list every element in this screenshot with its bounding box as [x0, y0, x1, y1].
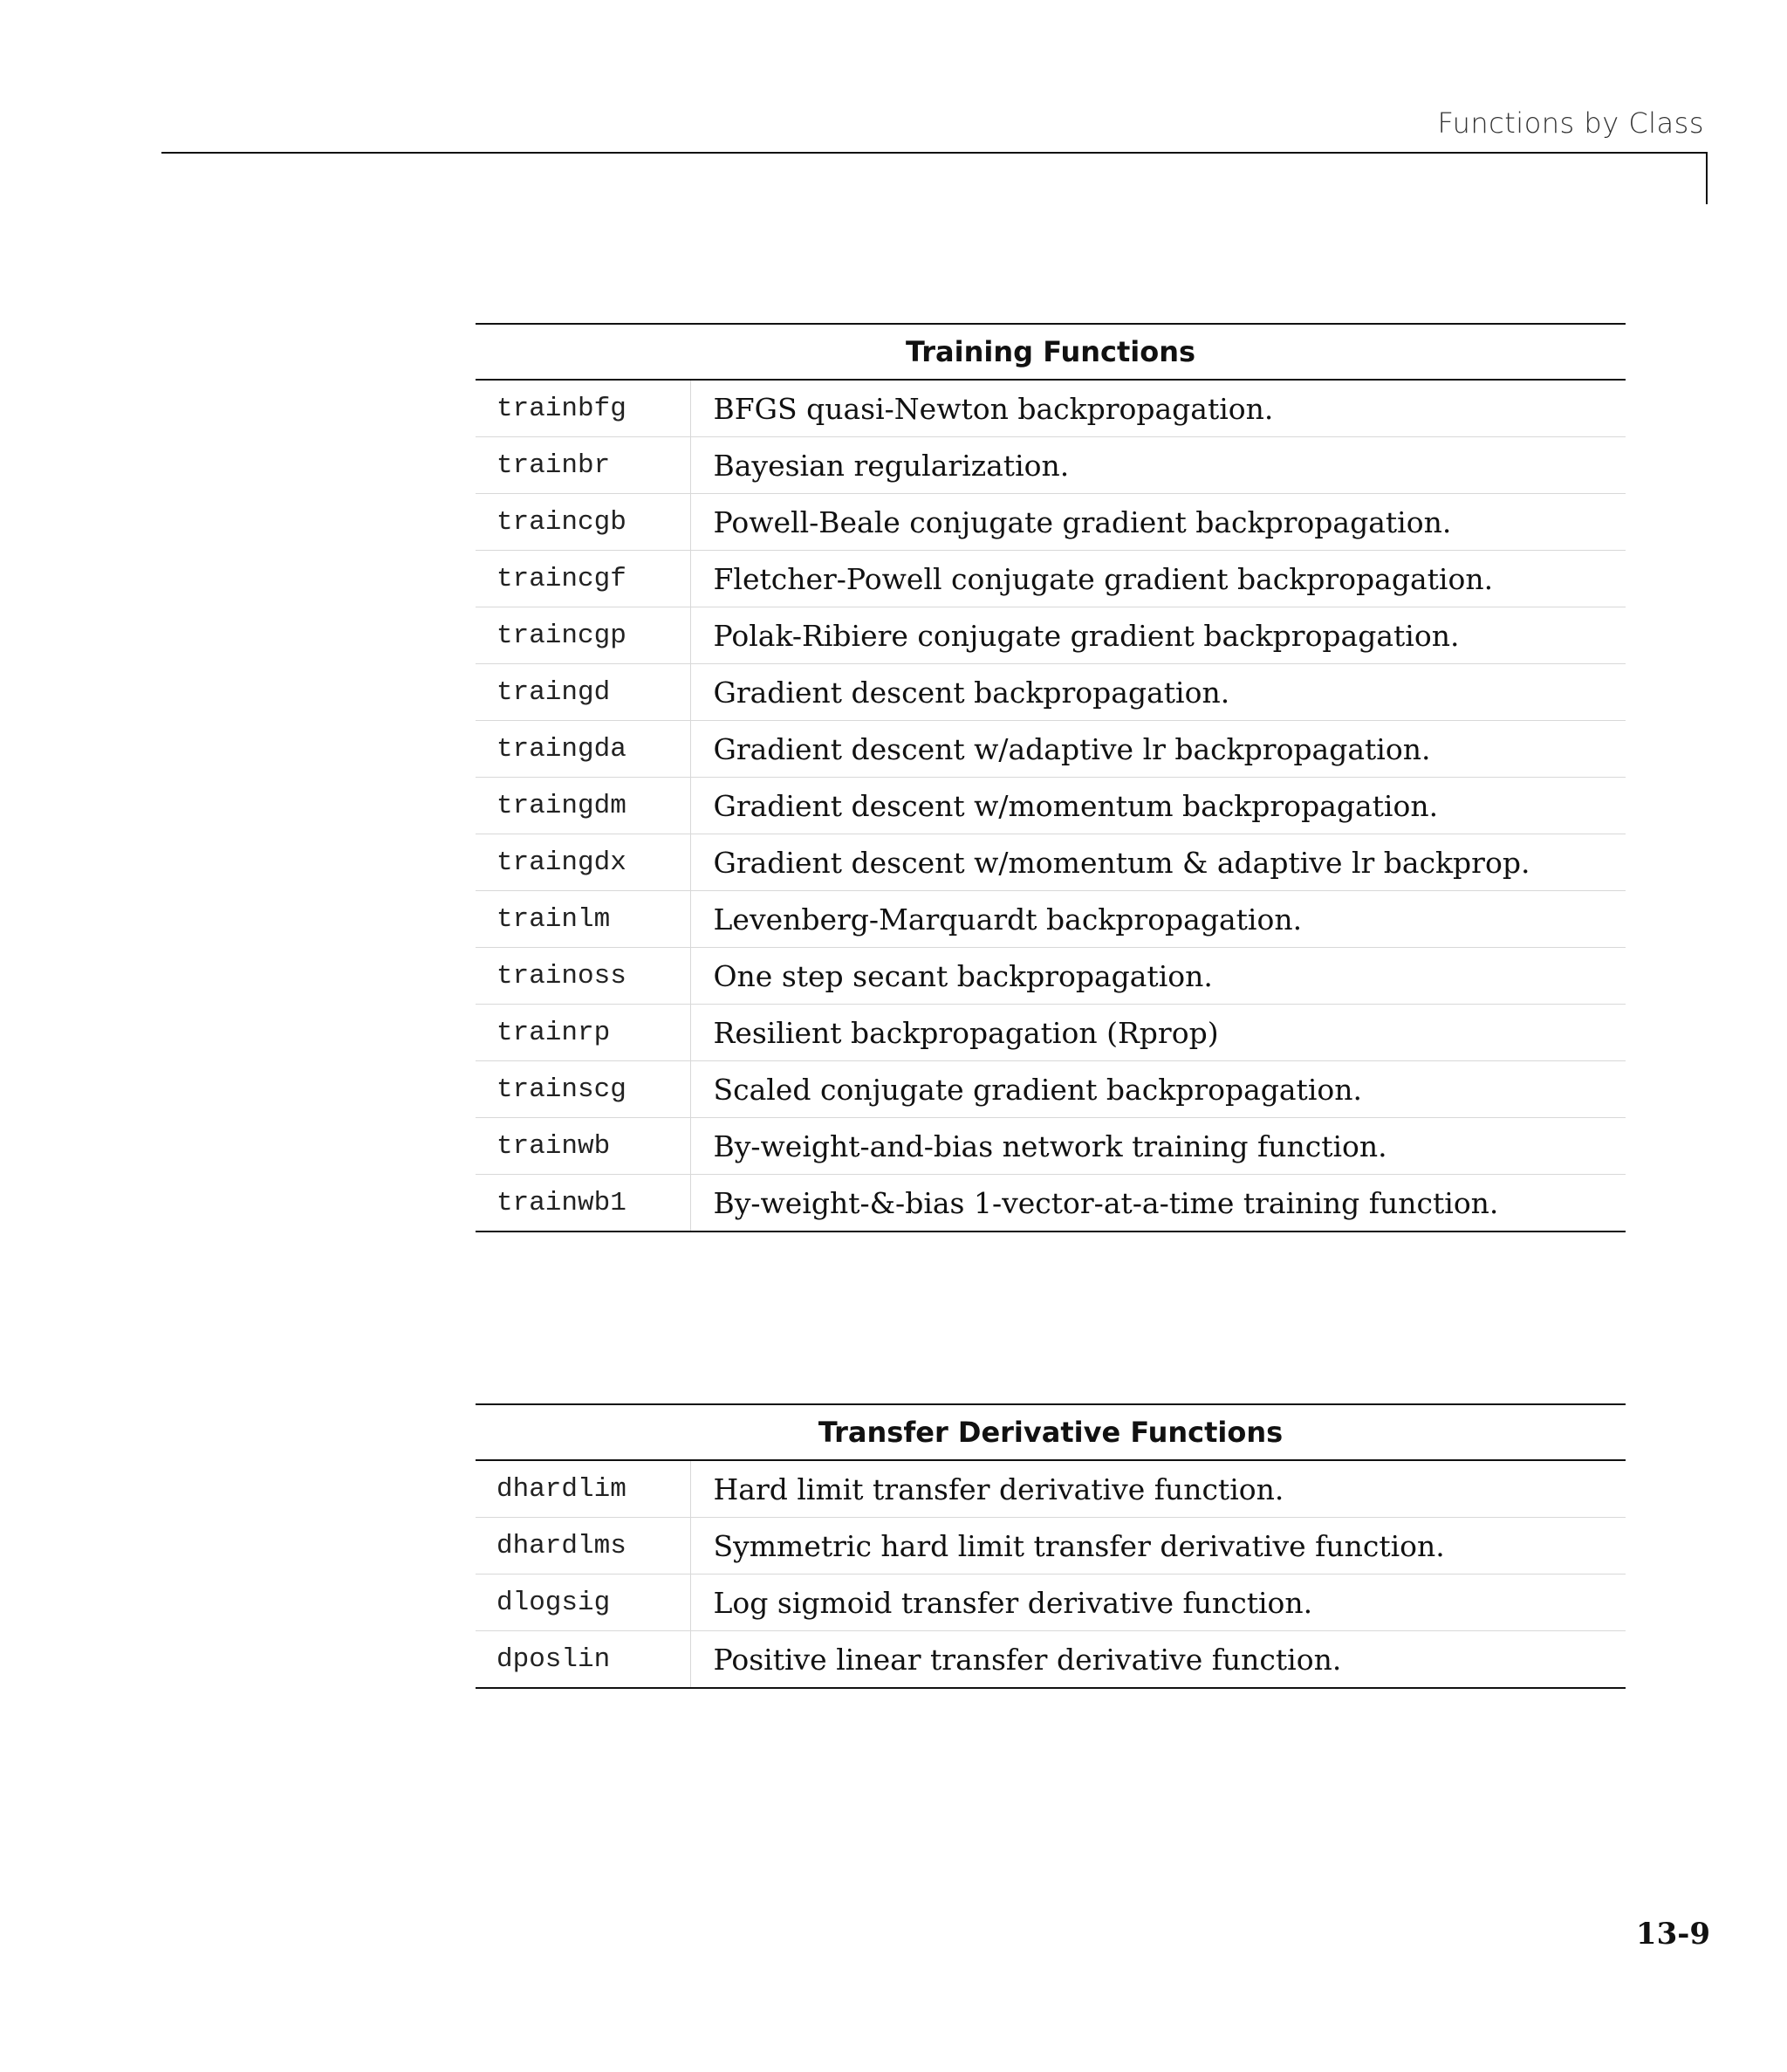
- table-row: [476, 1005, 1626, 1061]
- function-description: Powell-Beale conjugate gradient backpropagation.: [690, 494, 1626, 551]
- function-name: traingd: [476, 664, 690, 721]
- function-name: trainbfg: [476, 380, 690, 437]
- table-row: [476, 948, 1626, 1005]
- table-row: [476, 437, 1626, 494]
- function-description: BFGS quasi-Newton backpropagation.: [690, 380, 1626, 437]
- function-name: trainrp: [476, 1005, 690, 1061]
- function-name: dhardlms: [476, 1518, 690, 1575]
- table-row: [476, 1175, 1626, 1232]
- function-name: dlogsig: [476, 1575, 690, 1631]
- header-corner-tick: [1706, 152, 1708, 204]
- table-row: [476, 494, 1626, 551]
- function-description: By-weight-and-bias network training function.: [690, 1118, 1626, 1175]
- function-name: traincgb: [476, 494, 690, 551]
- function-name: traingda: [476, 721, 690, 778]
- function-name: traincgp: [476, 607, 690, 664]
- function-name: traingdx: [476, 834, 690, 891]
- function-name: traingdm: [476, 778, 690, 834]
- table-row: [476, 1575, 1626, 1631]
- table-row: [476, 721, 1626, 778]
- table-row: [476, 1631, 1626, 1689]
- function-description: Log sigmoid transfer derivative function.: [690, 1575, 1626, 1631]
- function-description: Scaled conjugate gradient backpropagation.: [690, 1061, 1626, 1118]
- table-row: [476, 1061, 1626, 1118]
- table-row: [476, 1118, 1626, 1175]
- function-name: trainlm: [476, 891, 690, 948]
- transfer-derivative-functions-table: [476, 1403, 1626, 1689]
- function-name: traincgf: [476, 551, 690, 607]
- page-number: 13-9: [1635, 1917, 1710, 1952]
- function-description: Bayesian regularization.: [690, 437, 1626, 494]
- function-name: trainwb: [476, 1118, 690, 1175]
- section-header-title: Functions by Class: [1437, 106, 1704, 140]
- training-functions-table: [476, 323, 1626, 1232]
- function-name: trainscg: [476, 1061, 690, 1118]
- table-row: [476, 891, 1626, 948]
- function-description: Polak-Ribiere conjugate gradient backpropagation.: [690, 607, 1626, 664]
- header-rule: [161, 152, 1708, 154]
- table-title: Training Functions: [476, 324, 1626, 380]
- function-description: By-weight-&-bias 1-vector-at-a-time training function.: [690, 1175, 1626, 1232]
- function-description: Positive linear transfer derivative function.: [690, 1631, 1626, 1689]
- function-name: trainwb1: [476, 1175, 690, 1232]
- table-row: [476, 778, 1626, 834]
- function-description: Resilient backpropagation (Rprop): [690, 1005, 1626, 1061]
- function-description: Gradient descent w/momentum & adaptive lr backprop.: [690, 834, 1626, 891]
- function-description: Hard limit transfer derivative function.: [690, 1460, 1626, 1518]
- function-description: Symmetric hard limit transfer derivative function.: [690, 1518, 1626, 1575]
- table-row: [476, 834, 1626, 891]
- function-name: trainbr: [476, 437, 690, 494]
- table-title: Transfer Derivative Functions: [476, 1404, 1626, 1460]
- table-row: [476, 551, 1626, 607]
- function-name: trainoss: [476, 948, 690, 1005]
- table-row: [476, 380, 1626, 437]
- table-row: [476, 607, 1626, 664]
- function-description: Gradient descent w/momentum backpropagation.: [690, 778, 1626, 834]
- function-description: One step secant backpropagation.: [690, 948, 1626, 1005]
- function-description: Fletcher-Powell conjugate gradient backpropagation.: [690, 551, 1626, 607]
- function-name: dposlin: [476, 1631, 690, 1689]
- table-row: [476, 1460, 1626, 1518]
- function-description: Levenberg-Marquardt backpropagation.: [690, 891, 1626, 948]
- function-name: dhardlim: [476, 1460, 690, 1518]
- table-row: [476, 1518, 1626, 1575]
- function-description: Gradient descent backpropagation.: [690, 664, 1626, 721]
- table-row: [476, 664, 1626, 721]
- function-description: Gradient descent w/adaptive lr backpropagation.: [690, 721, 1626, 778]
